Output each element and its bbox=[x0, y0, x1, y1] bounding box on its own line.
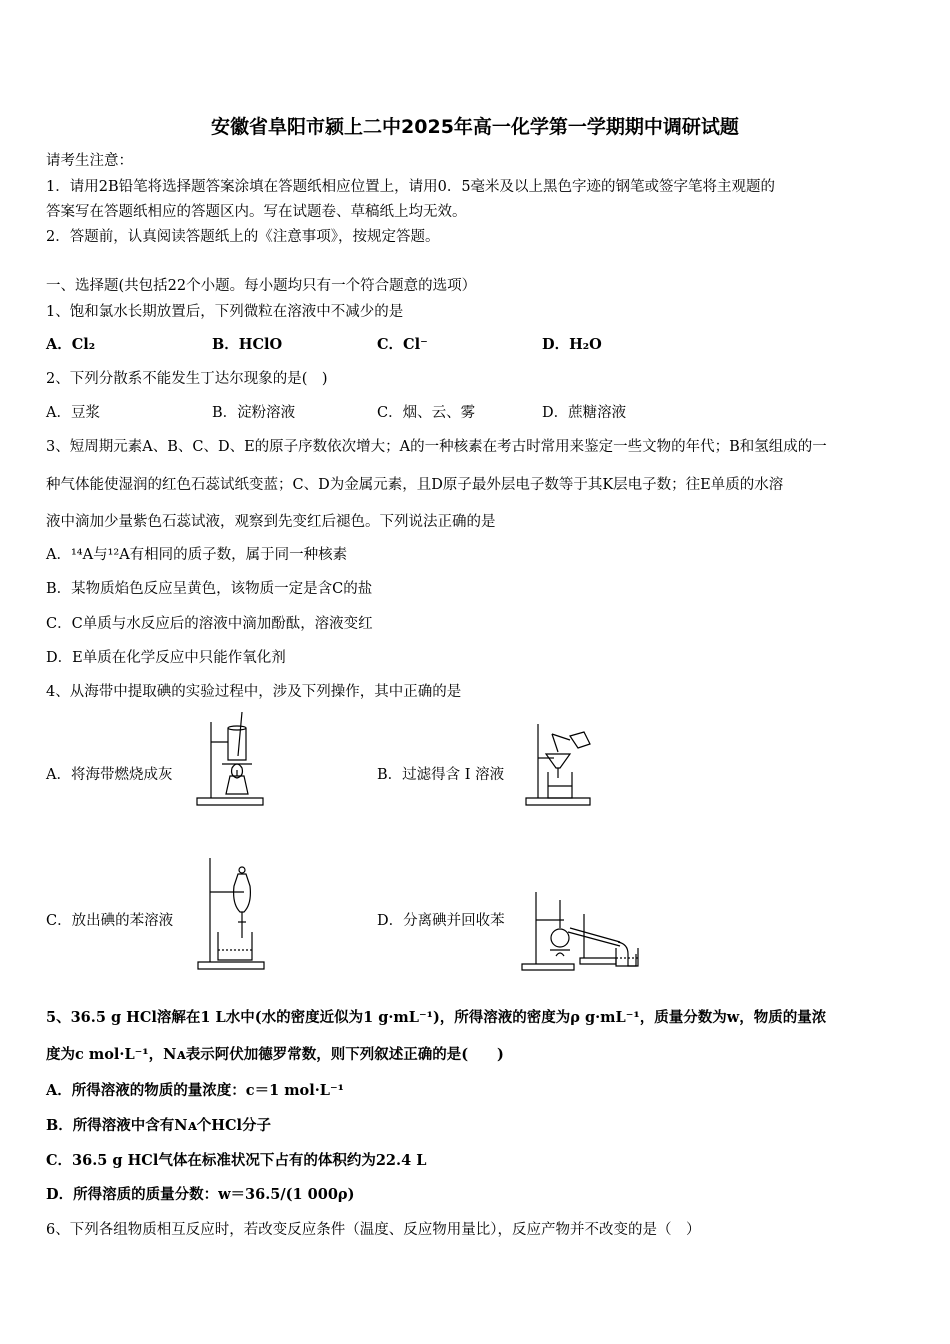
page-title: 安徽省阜阳市颍上二中2025年高一化学第一学期期中调研试题 bbox=[211, 116, 739, 138]
notice-item-1a: 1．请用2B铅笔将选择题答案涂填在答题纸相应位置上，请用0．5毫米及以上黑色字迹的钢笔或签字笔将主观题的 bbox=[46, 179, 776, 195]
q5-option-c: C．36.5 g HCl气体在标准状况下占有的体积约为22.4 L bbox=[46, 1152, 427, 1169]
distillation-apparatus-figure bbox=[520, 880, 640, 972]
q5-stem-line2: 度为c mol·L⁻¹，Nᴀ表示阿伏加德罗常数，则下列叙述正确的是( ) bbox=[46, 1046, 504, 1063]
q2-stem: 2、下列分散系不能发生丁达尔现象的是( ) bbox=[46, 371, 328, 387]
q5-option-a: A．所得溶液的物质的量浓度：c＝1 mol·L⁻¹ bbox=[46, 1082, 344, 1099]
q3-option-b: B．某物质焰色反应呈黄色，该物质一定是含C的盐 bbox=[46, 581, 373, 597]
q6-stem: 6、下列各组物质相互反应时，若改变反应条件（温度、反应物用量比），反应产物并不改变的是（ ） bbox=[46, 1222, 701, 1238]
q3-stem-line2: 种气体能使湿润的红色石蕊试纸变蓝；C、D为金属元素，且D原子最外层电子数等于其K层电子数；往E单质的水溶 bbox=[46, 477, 784, 493]
q1-option-c: C．Cl⁻ bbox=[377, 336, 428, 353]
section-heading: 一、选择题(共包括22个小题。每小题均只有一个符合题意的选项） bbox=[46, 278, 477, 294]
q2-option-a: A．豆浆 bbox=[46, 405, 100, 421]
q3-option-d: D．E单质在化学反应中只能作氧化剂 bbox=[46, 650, 286, 666]
q4-option-a: A．将海带燃烧成灰 bbox=[46, 767, 173, 783]
q1-option-b: B．HClO bbox=[212, 336, 283, 353]
notice-item-1b: 答案写在答题纸相应的答题区内。写在试题卷、草稿纸上均无效。 bbox=[46, 204, 467, 220]
notice-heading: 请考生注意： bbox=[46, 153, 133, 169]
q5-stem-line1: 5、36.5 g HCl溶解在1 L水中(水的密度近似为1 g·mL⁻¹)，所得溶液的密度为ρ g·mL⁻¹，质量分数为w，物质的量浓 bbox=[46, 1009, 827, 1026]
separatory-funnel-figure bbox=[194, 856, 270, 972]
burning-apparatus-figure bbox=[192, 712, 268, 808]
q4-option-d: D．分离碘并回收苯 bbox=[377, 913, 505, 929]
q4-option-c: C．放出碘的苯溶液 bbox=[46, 913, 174, 929]
q3-option-c: C．C单质与水反应后的溶液中滴加酚酞，溶液变红 bbox=[46, 616, 373, 632]
q5-option-b: B．所得溶液中含有Nᴀ个HCl分子 bbox=[46, 1117, 272, 1134]
q1-option-a: A．Cl₂ bbox=[46, 336, 96, 353]
filtration-apparatus-figure bbox=[522, 720, 594, 808]
notice-item-2: 2．答题前，认真阅读答题纸上的《注意事项》，按规定答题。 bbox=[46, 229, 440, 245]
q2-option-c: C．烟、云、雾 bbox=[377, 405, 476, 421]
q3-option-a: A．¹⁴A与¹²A有相同的质子数，属于同一种核素 bbox=[46, 547, 348, 563]
q4-stem: 4、从海带中提取碘的实验过程中，涉及下列操作，其中正确的是 bbox=[46, 684, 462, 700]
q2-option-d: D．蔗糖溶液 bbox=[542, 405, 627, 421]
q1-option-d: D．H₂O bbox=[542, 336, 602, 353]
q3-stem-line3: 液中滴加少量紫色石蕊试液，观察到先变红后褪色。下列说法正确的是 bbox=[46, 514, 496, 530]
q5-option-d: D．所得溶质的质量分数：w＝36.5/(1 000ρ) bbox=[46, 1186, 355, 1203]
q3-stem-line1: 3、短周期元素A、B、C、D、E的原子序数依次增大；A的一种核素在考古时常用来鉴定一些文物的年代；B和氢组成的一 bbox=[46, 439, 827, 455]
q4-option-b: B．过滤得含 I 溶液 bbox=[377, 767, 505, 783]
q2-option-b: B．淀粉溶液 bbox=[212, 405, 296, 421]
q1-stem: 1、饱和氯水长期放置后，下列微粒在溶液中不减少的是 bbox=[46, 304, 404, 320]
